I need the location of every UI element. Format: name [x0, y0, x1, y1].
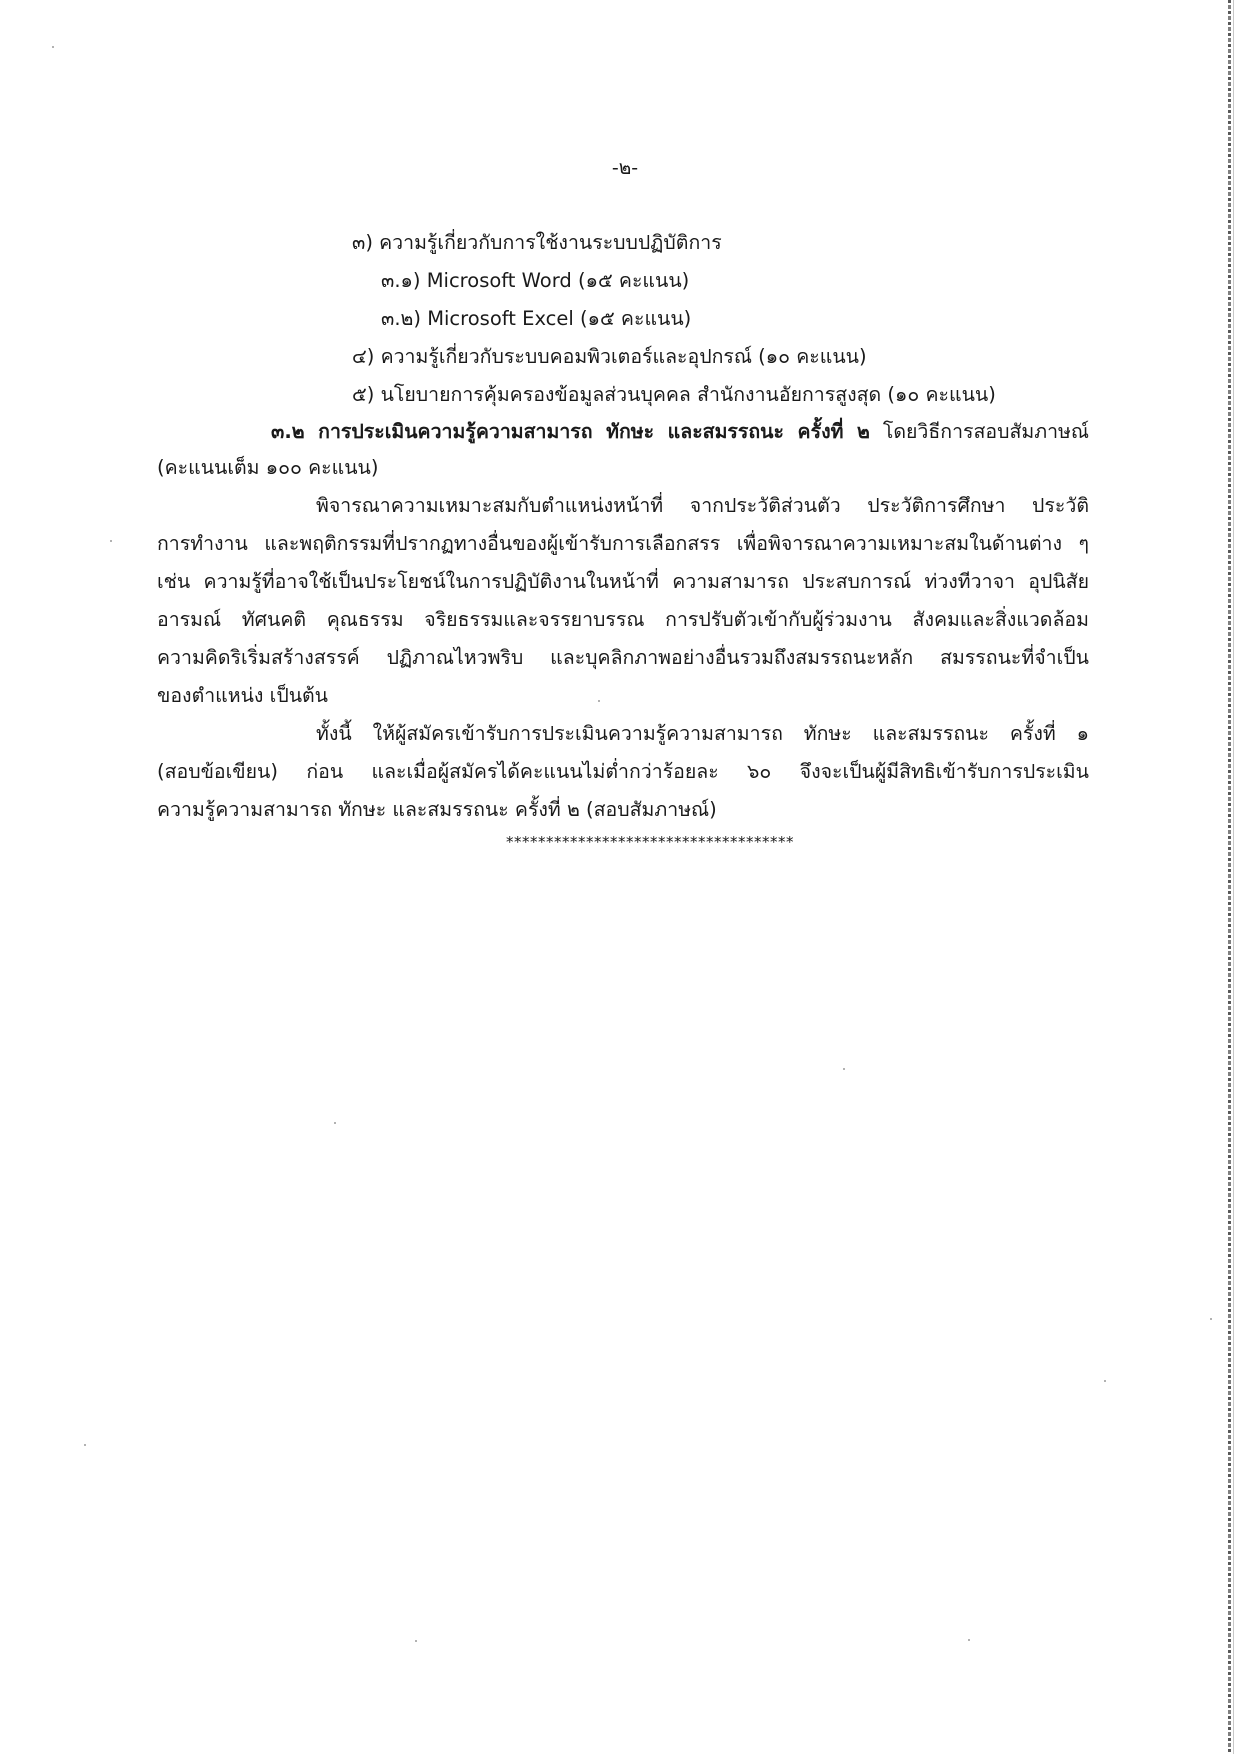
paragraph-1-line-2: การทำงาน และพฤติกรรมที่ปรากฏทางอื่นของผู้เข้ารับการเลือกสรร เพื่อพิจารณาความเหมาะสมในด้านต่าง ๆ [157, 532, 1089, 555]
paragraph-1-line-5: ความคิดริเริ่มสร้างสรรค์ ปฏิภาณไหวพริบ และบุคลิกภาพอย่างอื่นรวมถึงสมรรถนะหลัก สมรรถนะที่จำเป็น [157, 646, 1089, 669]
item-3-1: ๓.๑) Microsoft Word (๑๕ คะแนน) [381, 269, 690, 292]
scan-speck [84, 1444, 86, 1446]
section-3-2-heading [271, 417, 1089, 447]
scan-speck [598, 700, 600, 702]
paragraph-2-line-2: (สอบข้อเขียน) ก่อน และเมื่อผู้สมัครได้คะแนนไม่ต่ำกว่าร้อยละ ๖๐ จึงจะเป็นผู้มีสิทธิเข้ารับการประเมิน [157, 760, 1089, 783]
scan-speck [52, 46, 54, 48]
scan-speck [1104, 1380, 1106, 1382]
scan-speck [334, 1122, 336, 1124]
section-3-2-score: (คะแนนเต็ม ๑๐๐ คะแนน) [157, 456, 379, 479]
paragraph-1-line-6: ของตำแหน่ง เป็นต้น [157, 684, 329, 707]
paragraph-2-line-3: ความรู้ความสามารถ ทักษะ และสมรรถนะ ครั้งที่ ๒ (สอบสัมภาษณ์) [157, 798, 717, 821]
scan-speck [968, 1639, 970, 1641]
scan-speck [1210, 1318, 1212, 1320]
scan-border-edge [1228, 0, 1231, 1754]
item-3: ๓) ความรู้เกี่ยวกับการใช้งานระบบปฏิบัติการ [352, 231, 722, 254]
paragraph-1-line-1: พิจารณาความเหมาะสมกับตำแหน่งหน้าที่ จากประวัติส่วนตัว ประวัติการศึกษา ประวัติ [316, 494, 1089, 517]
paragraph-2-line-1: ทั้งนี้ ให้ผู้สมัครเข้ารับการประเมินความรู้ความสามารถ ทักษะ และสมรรถนะ ครั้งที่ ๑ [316, 722, 1089, 745]
section-3-2-heading-rest: โดยวิธีการสอบสัมภาษณ์ [869, 420, 1089, 443]
item-4: ๔) ความรู้เกี่ยวกับระบบคอมพิวเตอร์และอุปกรณ์ (๑๐ คะแนน) [352, 345, 867, 368]
scan-border-line [1233, 0, 1234, 1754]
scan-speck [110, 540, 112, 542]
scan-speck [415, 1640, 417, 1642]
paragraph-1-line-3: เช่น ความรู้ที่อาจใช้เป็นประโยชน์ในการปฏิบัติงานในหน้าที่ ความสามารถ ประสบการณ์ ท่วงทีวาจา อุปนิสัย [157, 570, 1089, 593]
item-5: ๕) นโยบายการคุ้มครองข้อมูลส่วนบุคคล สำนักงานอัยการสูงสุด (๑๐ คะแนน) [352, 383, 996, 406]
end-marker: ************************************ [506, 833, 794, 851]
scan-speck [843, 1068, 845, 1070]
page-number: -๒- [611, 157, 639, 179]
item-3-2: ๓.๒) Microsoft Excel (๑๕ คะแนน) [381, 307, 692, 330]
section-3-2-heading-bold: ๓.๒ การประเมินความรู้ความสามารถ ทักษะ และสมรรถนะ ครั้งที่ ๒ [271, 420, 870, 443]
paragraph-1-line-4: อารมณ์ ทัศนคติ คุณธรรม จริยธรรมและจรรยาบรรณ การปรับตัวเข้ากับผู้ร่วมงาน สังคมและสิ่งแวดล้อม [157, 608, 1089, 631]
